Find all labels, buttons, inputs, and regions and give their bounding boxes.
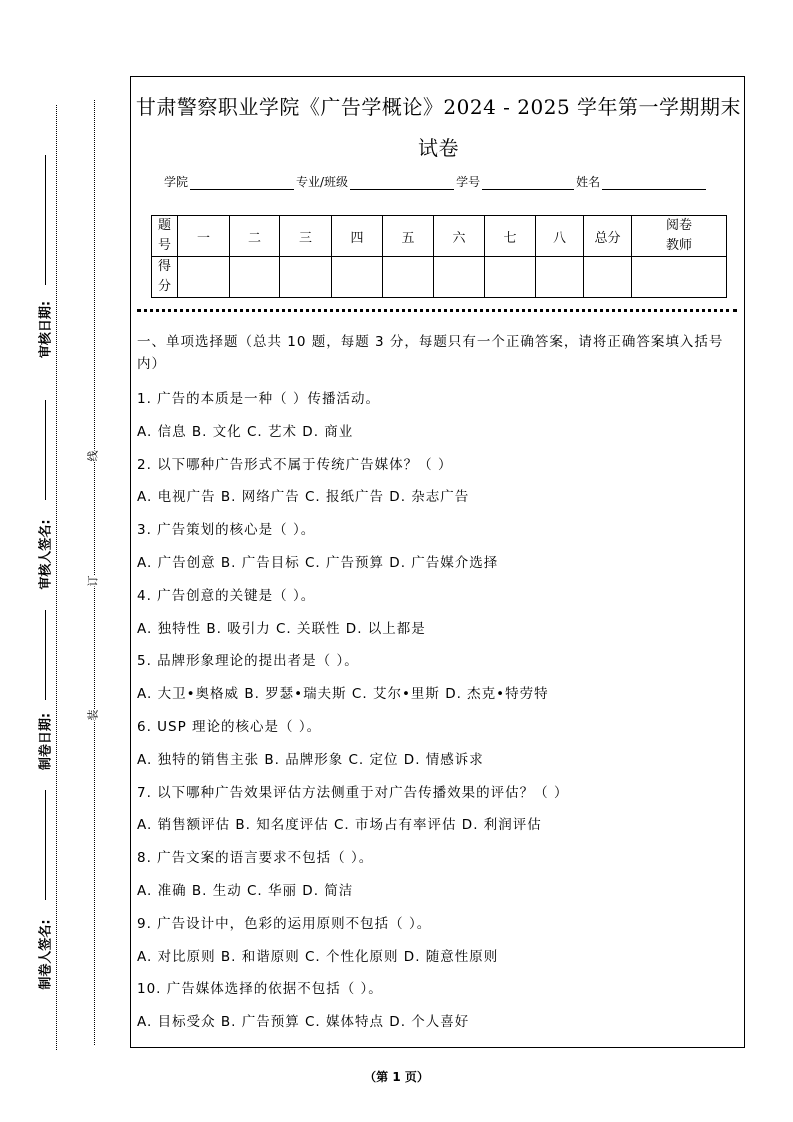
exam-title-line1: 甘肃警察职业学院《广告学概论》2024 - 2025 学年第一学期期末 <box>135 95 742 119</box>
teacher-label: 阅卷教师 <box>665 218 692 253</box>
field-college-label: 学院 <box>164 175 189 189</box>
question-stem: 2. 以下哪种广告形式不属于传统广告媒体？（ ） <box>137 456 453 473</box>
score-cell[interactable] <box>230 257 280 298</box>
field-major-label: 专业/班级 <box>296 175 349 189</box>
question-stem: 7. 以下哪种广告效果评估方法侧重于对广告传播效果的评估？（ ） <box>137 784 569 801</box>
question-options: A. 销售额评估 B. 知名度评估 C. 市场占有率评估 D. 利润评估 <box>137 817 542 834</box>
header-cell: 五 <box>383 216 434 257</box>
field-id-blank[interactable] <box>482 175 574 190</box>
student-info-row <box>164 173 708 190</box>
header-cell: 八 <box>536 216 584 257</box>
score-table-score-row <box>152 257 727 298</box>
question-options: A. 电视广告 B. 网络广告 C. 报纸广告 D. 杂志广告 <box>137 489 470 506</box>
question-options: A. 目标受众 B. 广告预算 C. 媒体特点 D. 个人喜好 <box>137 1014 470 1031</box>
signature-line-preparer <box>45 790 46 900</box>
question-stem: 8. 广告文案的语言要求不包括（ ）。 <box>137 850 374 867</box>
question-options: A. 独特性 B. 吸引力 C. 关联性 D. 以上都是 <box>137 620 426 637</box>
field-major-blank[interactable] <box>350 175 454 190</box>
score-cell[interactable] <box>332 257 383 298</box>
question-options: A. 独特的销售主张 B. 品牌形象 C. 定位 D. 情感诉求 <box>137 751 484 768</box>
question-list <box>137 383 737 1039</box>
margin-dotted-line-inner <box>94 100 95 1045</box>
row2-label: 得分 <box>157 259 171 294</box>
review-date-label: 审核日期: <box>38 300 54 359</box>
score-table <box>151 215 727 298</box>
signature-line-prepare-date <box>45 610 46 700</box>
preparer-signature-label: 制卷人签名: <box>38 919 54 990</box>
question-stem: 10. 广告媒体选择的依据不包括（ ）。 <box>137 981 383 998</box>
score-cell[interactable] <box>178 257 230 298</box>
header-cell: 六 <box>434 216 485 257</box>
question-section <box>137 331 737 1039</box>
question-options: A. 大卫•奥格威 B. 罗瑟•瑞夫斯 C. 艾尔•里斯 D. 杰克•特劳特 <box>137 686 549 703</box>
question-options: A. 广告创意 B. 广告目标 C. 广告预算 D. 广告媒介选择 <box>137 554 499 571</box>
question-options: A. 对比原则 B. 和谐原则 C. 个性化原则 D. 随意性原则 <box>137 948 499 965</box>
header-cell: 二 <box>230 216 280 257</box>
question-stem: 9. 广告设计中，色彩的运用原则不包括（ ）。 <box>137 915 432 932</box>
binding-mark-bind: 订 <box>86 575 100 587</box>
header-separator <box>137 309 737 312</box>
page-number: （第 1 页） <box>364 1070 429 1084</box>
exam-frame <box>130 76 745 1048</box>
row1-label: 题号 <box>157 218 171 253</box>
score-cell-label <box>152 257 178 298</box>
score-cell[interactable] <box>280 257 332 298</box>
question-options: A. 信息 B. 文化 C. 艺术 D. 商业 <box>137 423 354 440</box>
header-cell: 总分 <box>584 216 632 257</box>
header-cell: 七 <box>485 216 536 257</box>
prepare-date-label: 制卷日期: <box>38 712 54 771</box>
header-cell: 三 <box>280 216 332 257</box>
score-table-header-row <box>152 216 727 257</box>
field-name-blank[interactable] <box>602 175 706 190</box>
question-stem: 3. 广告策划的核心是（ ）。 <box>137 522 316 539</box>
field-name-label: 姓名 <box>576 175 601 189</box>
score-cell[interactable] <box>584 257 632 298</box>
field-id-label: 学号 <box>456 175 481 189</box>
score-cell[interactable] <box>434 257 485 298</box>
field-college-blank[interactable] <box>190 175 294 190</box>
header-cell: 四 <box>332 216 383 257</box>
signature-line-reviewer <box>45 400 46 500</box>
question-stem: 6. USP 理论的核心是（ ）。 <box>137 718 322 735</box>
binding-mark-line: 线 <box>86 450 100 462</box>
reviewer-signature-label: 审核人签名: <box>38 519 54 590</box>
score-cell[interactable] <box>536 257 584 298</box>
question-stem: 4. 广告创意的关键是（ ）。 <box>137 587 316 604</box>
score-cell[interactable] <box>383 257 434 298</box>
exam-title-line2: 试卷 <box>418 136 459 160</box>
header-cell: 一 <box>178 216 230 257</box>
question-stem: 1. 广告的本质是一种（ ）传播活动。 <box>137 391 380 407</box>
header-cell-label <box>152 216 178 257</box>
section-title: 一、单项选择题（总共 10 题，每题 3 分，每题只有一个正确答案，请将正确答案填入括号内） <box>137 334 724 372</box>
signature-line-review-date <box>45 155 46 285</box>
score-cell[interactable] <box>485 257 536 298</box>
margin-dotted-line-outer <box>56 105 57 1050</box>
question-stem: 5. 品牌形象理论的提出者是（ ）。 <box>137 653 359 670</box>
header-cell-teacher <box>632 216 727 257</box>
binding-mark-mount: 装 <box>86 709 100 721</box>
score-cell[interactable] <box>632 257 727 298</box>
question-options: A. 准确 B. 生动 C. 华丽 D. 简洁 <box>137 882 354 899</box>
